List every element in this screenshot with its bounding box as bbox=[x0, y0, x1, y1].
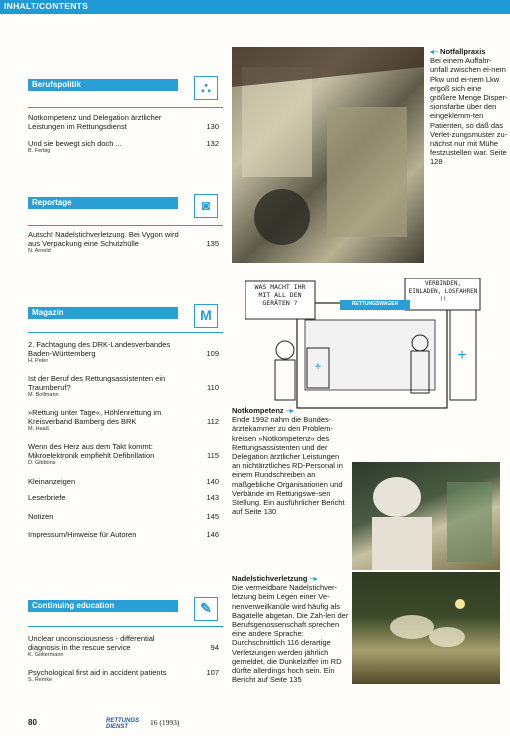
entry-title: Notizen bbox=[28, 512, 54, 521]
entry-title: Leserbriefe bbox=[28, 493, 66, 502]
entry-title: Wenn des Herz aus dem Takt kommt: Mikroelektronik empfiehlt Defibrillation bbox=[28, 442, 155, 460]
divider bbox=[28, 626, 223, 627]
entry-page: 130 bbox=[206, 122, 219, 131]
entry-title: Notkompetenz und Delegation ärztlicher Leistungen im Rettungsdienst bbox=[28, 113, 162, 131]
caption-body: Ende 1992 nahm die Bundes-ärztekammer zu den Problem-kreisen »Notkompetenz« des Rettungsassistenten und der Delegation ärztlicher Leistungen an nichtärztliches RD-Personal in einem Rundschreiben an maßgebliche Organisationen und Verbände im Rettungswe-sen Stellung. Ein ausführlicher Bericht auf Seite 130 bbox=[232, 415, 345, 517]
entry-page: 132 bbox=[206, 139, 219, 148]
caption-head: Notfallpraxis bbox=[440, 47, 486, 56]
caption-body: Die vermeidbare Nadelstichver-letzung beim Legen einer Ve-nenverweilkanüle wird häufig als Bagatelle abgetan. Die Zah-len der Berufsgenossenschaft sprechen eine andere Sprache: Durchschnittlich 116 derartige Verletzungen werden jährlich gemeldet, die Dunkelziffer im RD dürfte allerdings hoch sein. Ein Bericht auf Seite 135 bbox=[232, 583, 349, 685]
caption-head: Nadelstichverletzung bbox=[232, 574, 308, 583]
toc-entry[interactable] bbox=[28, 668, 223, 684]
toc-entry[interactable] bbox=[28, 442, 223, 467]
toc-entry[interactable] bbox=[28, 408, 223, 433]
entry-page: 146 bbox=[206, 530, 219, 539]
entry-author: B. Ferbig bbox=[28, 148, 51, 154]
car-accident-photo bbox=[232, 47, 424, 263]
entry-author: M. Haaß bbox=[28, 426, 50, 432]
section-bar-reportage bbox=[28, 197, 178, 209]
education-icon: ✎ bbox=[194, 597, 218, 621]
toc-entry[interactable] bbox=[28, 477, 223, 486]
section-label: Continuing education bbox=[32, 601, 115, 610]
speech-bubble-right: VERBINDEN, EINLADEN, LOSFAHREN !! bbox=[408, 280, 478, 303]
entry-title: Ist der Beruf des Rettungsassistenten ein Traumberuf? bbox=[28, 374, 166, 392]
section-label: Magazin bbox=[32, 308, 64, 317]
speech-bubble-left: WAS MACHT IHR MIT ALL DEN GERÄTEN ? bbox=[254, 283, 306, 307]
section-bar-berufspolitik bbox=[28, 79, 178, 91]
caption-head: Notkompetenz bbox=[232, 406, 284, 415]
entry-page: 107 bbox=[206, 668, 219, 677]
entry-author: N. Arnold bbox=[28, 248, 51, 254]
camera-icon: ◙ bbox=[194, 194, 218, 218]
entry-author: S. Remke bbox=[28, 677, 53, 683]
entry-author: H. Peter bbox=[28, 358, 49, 364]
svg-text:+: + bbox=[314, 359, 322, 373]
divider bbox=[28, 332, 223, 333]
entry-title: Impressum/Hinweise für Autoren bbox=[28, 530, 137, 539]
entry-page: 109 bbox=[206, 349, 219, 358]
entry-title: Autsch! Nadelstichverletzung. Bei Vygon wird aus Verpackung eine Schutzhülle bbox=[28, 230, 179, 248]
entry-page: 145 bbox=[206, 512, 219, 521]
cartoon-illustration bbox=[245, 278, 485, 413]
toc-entry[interactable] bbox=[28, 139, 223, 155]
caption-notkompetenz: Notkompetenz –▸ Ende 1992 nahm die Bundes-ärztekammer zu den Problem-kreisen »Notkompetenz« des Rettungsassistenten und der Delegation ärztlicher Leistungen an nichtärztliches RD-Personal in einem Rundschreiben an maßgebliche Organisationen und Verbände im Rettungswe-sen Stellung. Ein ausführlicher Bericht auf Seite 130 bbox=[232, 406, 345, 517]
entry-author: M. Bollmann bbox=[28, 392, 59, 398]
toc-entry[interactable] bbox=[28, 230, 223, 255]
politics-icon: ⛬ bbox=[194, 76, 218, 100]
toc-entry[interactable] bbox=[28, 374, 223, 399]
entry-title: Und sie bewegt sich doch ... bbox=[28, 139, 122, 148]
section-bar-continuing bbox=[28, 600, 178, 612]
entry-title: 2. Fachtagung des DRK-Landesverbandes Baden-Württemberg bbox=[28, 340, 171, 358]
caption-notfallpraxis: ◂– Notfallpraxis Bei einem Auffahr-unfall zwischen ei-nem Pkw und ei-nem Lkw ergoß sich eine größere Menge Disper-sionsfarbe über den eingeklemm-ten Patienten, so daß das Verlet-zungsmuster zu-nächst nur mit Mühe festzustellen war. Seite 128 bbox=[430, 47, 508, 167]
section-bar-magazin bbox=[28, 307, 178, 319]
entry-author: K. Goltermann bbox=[28, 652, 64, 658]
entry-page: 94 bbox=[210, 643, 219, 652]
toc-entry[interactable] bbox=[28, 340, 223, 365]
entry-title: Unclear unconsciousness - differential diagnosis in the rescue service bbox=[28, 634, 155, 652]
entry-author: D. Gibbons bbox=[28, 460, 56, 466]
entry-page: 135 bbox=[206, 239, 219, 248]
header-bar bbox=[0, 0, 510, 14]
entry-page: 143 bbox=[206, 493, 219, 502]
section-label: Berufspolitik bbox=[32, 80, 81, 89]
entry-title: Psychological first aid in accident patients bbox=[28, 668, 167, 677]
magazine-logo: RETTUNGS DIENST bbox=[106, 718, 139, 730]
svg-text:+: + bbox=[457, 347, 467, 364]
lab-worker-photo bbox=[352, 462, 500, 570]
magazine-m-icon: M bbox=[194, 304, 218, 328]
toc-entry[interactable] bbox=[28, 512, 223, 521]
vehicle-label: RETTUNGSWAGEN bbox=[351, 301, 399, 307]
section-label: Reportage bbox=[32, 198, 72, 207]
entry-page: 140 bbox=[206, 477, 219, 486]
issue-number: 16 (1993) bbox=[150, 718, 180, 727]
page-number: 80 bbox=[28, 718, 37, 727]
entry-page: 115 bbox=[207, 451, 219, 460]
caption-nadelstich: Nadelstichverletzung –▸ Die vermeidbare Nadelstichver-letzung beim Legen einer Ve-nenverweilkanüle wird häufig als Bagatelle abgetan. Die Zah-len der Berufsgenossenschaft sprechen eine andere Sprache: Durchschnittlich 116 derartige Verletzungen werden jährlich gemeldet, die Dunkelziffer im RD dürfte allerdings hoch sein. Ein Bericht auf Seite 135 bbox=[232, 574, 349, 685]
entry-page: 110 bbox=[207, 383, 219, 392]
entry-title: »Rettung unter Tage«, Höhlenrettung im Kreisverband Bamberg des BRK bbox=[28, 408, 162, 426]
toc-entry[interactable] bbox=[28, 634, 223, 659]
hands-photo bbox=[352, 572, 500, 684]
header-title: INHALT/CONTENTS bbox=[4, 1, 89, 11]
toc-entry[interactable] bbox=[28, 493, 223, 502]
caption-body: Bei einem Auffahr-unfall zwischen ei-nem Pkw und ei-nem Lkw ergoß sich eine größere Menge Disper-sionsfarbe über den eingeklemm-ten Patienten, so daß das Verlet-zungsmuster zu-nächst nur mit Mühe festzustellen war. Seite 128 bbox=[430, 56, 508, 167]
divider bbox=[28, 225, 223, 226]
divider bbox=[28, 107, 223, 108]
entry-page: 112 bbox=[207, 417, 219, 426]
toc-entry[interactable] bbox=[28, 530, 223, 539]
toc-entry[interactable] bbox=[28, 113, 223, 131]
entry-title: Kleinanzeigen bbox=[28, 477, 76, 486]
